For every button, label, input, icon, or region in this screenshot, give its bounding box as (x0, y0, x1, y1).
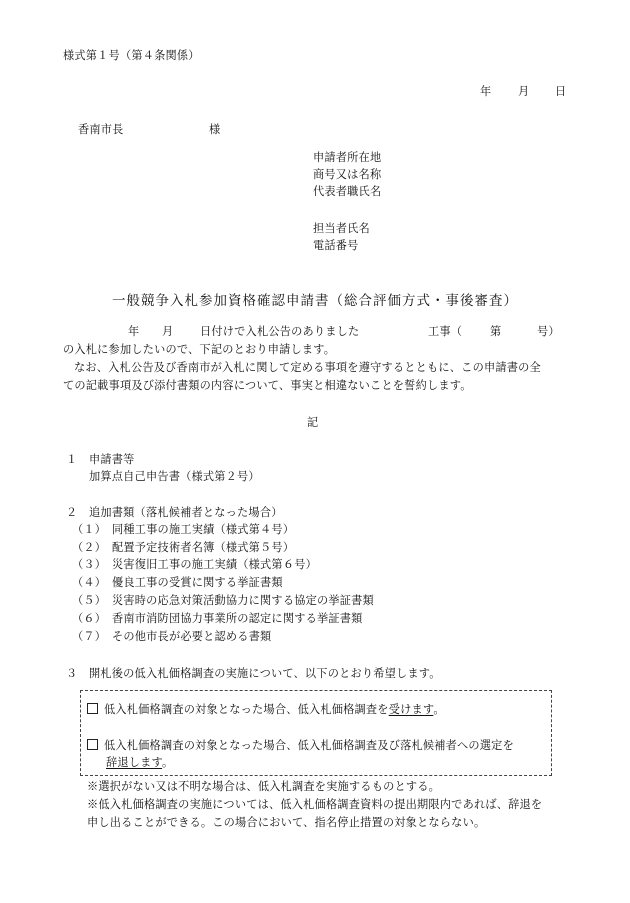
intro-work: 工事（ (428, 325, 463, 338)
contact-person-label: 担当者氏名 (313, 222, 370, 235)
applicant-company-label: 商号又は名称 (313, 168, 382, 181)
date-year: 年 (480, 85, 492, 98)
option-decline-underlined: 辞退します (106, 756, 163, 769)
list-item-number: （４） (72, 576, 107, 589)
phone-label: 電話番号 (313, 239, 359, 252)
intro-line2: の入札に参加したいので、下記のとおり申請します。 (63, 343, 336, 356)
list-item-number: （２） (72, 541, 107, 554)
applicant-address-label: 申請者所在地 (313, 151, 382, 164)
list-item-text: 香南市消防団協力事業所の認定に関する挙証書類 (112, 612, 363, 625)
decline-checkbox[interactable] (87, 739, 98, 750)
list-item-text: その他市長が必要と認める書類 (112, 630, 272, 643)
list-item-text: 優良工事の受賞に関する挙証書類 (112, 576, 283, 589)
intro-number-suffix: 号） (537, 325, 560, 338)
form-number: 様式第１号（第４条関係） (63, 49, 200, 62)
option-accept[interactable] (87, 702, 445, 718)
note-2: ※低入札価格調査の実施については、低入札価格調査資料の提出期限内であれば、辞退を申し出ることができる。この場合において、指名停止措置の対象とならない。 (87, 798, 543, 829)
option-decline-line2 (106, 755, 173, 771)
option-accept-end: 。 (433, 703, 445, 716)
list-item-number: （７） (72, 630, 107, 643)
option-decline[interactable] (87, 738, 514, 754)
option-accept-underlined: 受けます (388, 703, 434, 716)
section-3-number: ３ (66, 667, 78, 680)
applicant-representative-label: 代表者職氏名 (313, 185, 382, 198)
list-item-number: （３） (72, 558, 107, 571)
option-decline-end: 。 (162, 756, 174, 769)
section-1-item: 加算点自己申告書（様式第２号） (89, 470, 260, 483)
section-1-heading: 申請書等 (89, 453, 135, 466)
section-2-heading: 追加書類（落札候補者となった場合） (89, 506, 283, 519)
list-item-number: （６） (72, 612, 107, 625)
date-month: 月 (518, 85, 530, 98)
list-item-text: 災害復旧工事の施工実績（様式第６号） (112, 558, 317, 571)
addressee-name: 香南市長 (78, 123, 124, 136)
list-item-number: （１） (72, 523, 107, 536)
date-day: 日 (555, 85, 567, 98)
list-item-text: 配置予定技術者名簿（様式第５号） (112, 541, 295, 554)
section-1-number: １ (66, 453, 78, 466)
intro-number-prefix: 第 (490, 325, 502, 338)
list-item-text: 災害時の応急対策活動協力に関する協定の挙証書類 (112, 594, 374, 607)
accept-checkbox[interactable] (87, 703, 98, 714)
note-1: ※選択がない又は不明な場合は、低入札調査を実施するものとする。 (87, 780, 441, 793)
section-2-number: ２ (66, 506, 78, 519)
list-item-text: 同種工事の施工実績（様式第４号） (112, 523, 295, 536)
addressee-honorific: 様 (209, 123, 221, 136)
intro-date-suffix: 日付けで入札公告のありました (200, 325, 360, 338)
option-accept-text: 低入札価格調査の対象となった場合、低入札価格調査を (104, 703, 389, 716)
document-title: 一般競争入札参加資格確認申請書（総合評価方式・事後審査） (112, 293, 518, 309)
section-3-heading: 開札後の低入札価格調査の実施について、以下のとおり希望します。 (89, 667, 441, 680)
intro-year: 年 (128, 325, 140, 338)
option-decline-text: 低入札価格調査の対象となった場合、低入札価格調査及び落札候補者への選定を (104, 739, 514, 752)
ki-marker: 記 (307, 416, 319, 429)
intro-pledge: なお、入札公告及び香南市が入札に関して定める事項を遵守するとともに、この申請書の全ての記載事項及び添付書類の内容について、事実と相違ないことを誓約します。 (63, 361, 541, 392)
list-item-number: （５） (72, 594, 107, 607)
intro-month: 月 (162, 325, 174, 338)
